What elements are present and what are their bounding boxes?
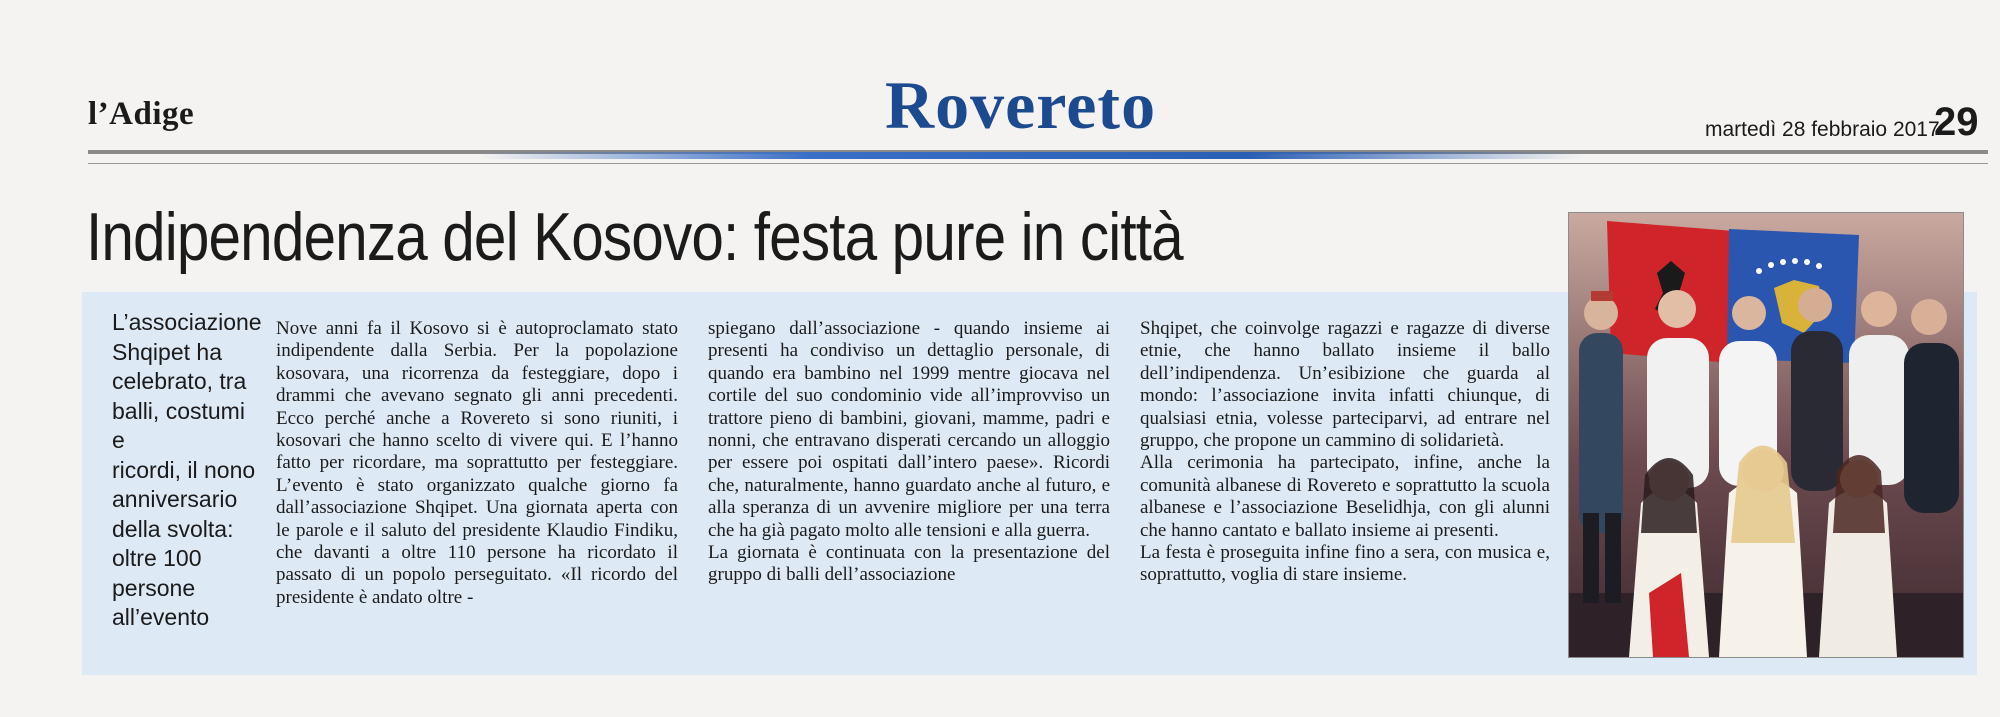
summary-line: anniversario [112,486,238,512]
header-accent-rule [480,152,1580,159]
paragraph: Nove anni fa il Kosovo si è autoproclamato stato indipendente dalla Serbia. Per la popolazione kosovara, una ricorrenza da festeggiare, dopo i drammi che avevano segnato gli anni precedenti. Ecco perché anche a Rovereto si sono riuniti, i kosovari che hanno scelto di vivere qui. E l’hanno fatto per ricordare, ma soprattutto per festeggiare. L’evento è stato organizzato qualche giorno fa dall’associazione Shqipet. Una giornata aperta con le parole e il saluto del presidente Klaudio Findiku, che davanti a oltre 110 persone ha ricordato il passato di un popolo perseguitato. «Il ricordo del presidente è andato oltre - [276,318,678,608]
summary-line: della svolta: [112,515,234,542]
article-column-3 [1140,318,1550,587]
summary-line: oltre 100 [112,545,202,571]
summary-line: persone [112,574,196,601]
paragraph: Shqipet, che coinvolge ragazzi e ragazze di diverse etnie, che hanno ballato insieme il ballo dell’indipendenza. Un’esibizione che guarda al mondo: l’associazione invita infatti chiunque, di qualsiasi etnia, volesse parteciparvi, ad entrare nel gruppo, che propone un cammino di solidarietà. [1140,318,1550,452]
summary-line: Shqipet ha [112,338,222,365]
paragraph: La festa è proseguita infine fino a sera, con musica e, soprattutto, voglia di stare insieme. [1140,542,1550,586]
summary-line: L’associazione [112,309,262,335]
article-column-2 [708,318,1110,587]
masthead: l’Adige [88,96,195,132]
group-photo-illustration [1569,213,1963,657]
group-photo [1568,212,1964,658]
header-thin-rule [88,163,1988,164]
summary-line: ricordi, il nono [112,456,256,483]
article-column-1 [276,318,678,609]
page-number: 29 [1934,100,1979,144]
paragraph: La giornata è continuata con la presentazione del gruppo di balli dell’associazione [708,542,1110,586]
issue-date: martedì 28 febbraio 2017 [1705,118,1940,141]
article-headline: Indipendenza del Kosovo: festa pure in città [86,199,1183,275]
summary-line: celebrato, tra [112,368,247,394]
paragraph: Alla cerimonia ha partecipato, infine, anche la comunità albanese di Rovereto e soprattutto la scuola albanese e l’associazione Beselidhja, con gli alunni che hanno cantato e ballato insieme ai presenti. [1140,452,1550,541]
summary-line: balli, costumi e [112,397,245,453]
section-title: Rovereto [885,67,1157,143]
summary-line: all’evento [112,604,210,630]
article-summary [112,308,262,633]
paragraph: spiegano dall’associazione - quando insieme ai presenti ha condiviso un dettaglio personale, di quando era bambino nel 1999 mentre giocava nel cortile del suo condominio vide all’improvviso un trattore pieno di bambini, giovani, mamme, padri e nonni, che entravano disperati cercando un alloggio per essere poi ospitati dall’intero paese». Ricordi che, naturalmente, hanno guardato anche al futuro, e alla speranza di un avvenire migliore per una terra che ha già pagato molto alle tensioni e alla guerra. [708,318,1110,541]
front-row-dancers [1629,446,1897,658]
